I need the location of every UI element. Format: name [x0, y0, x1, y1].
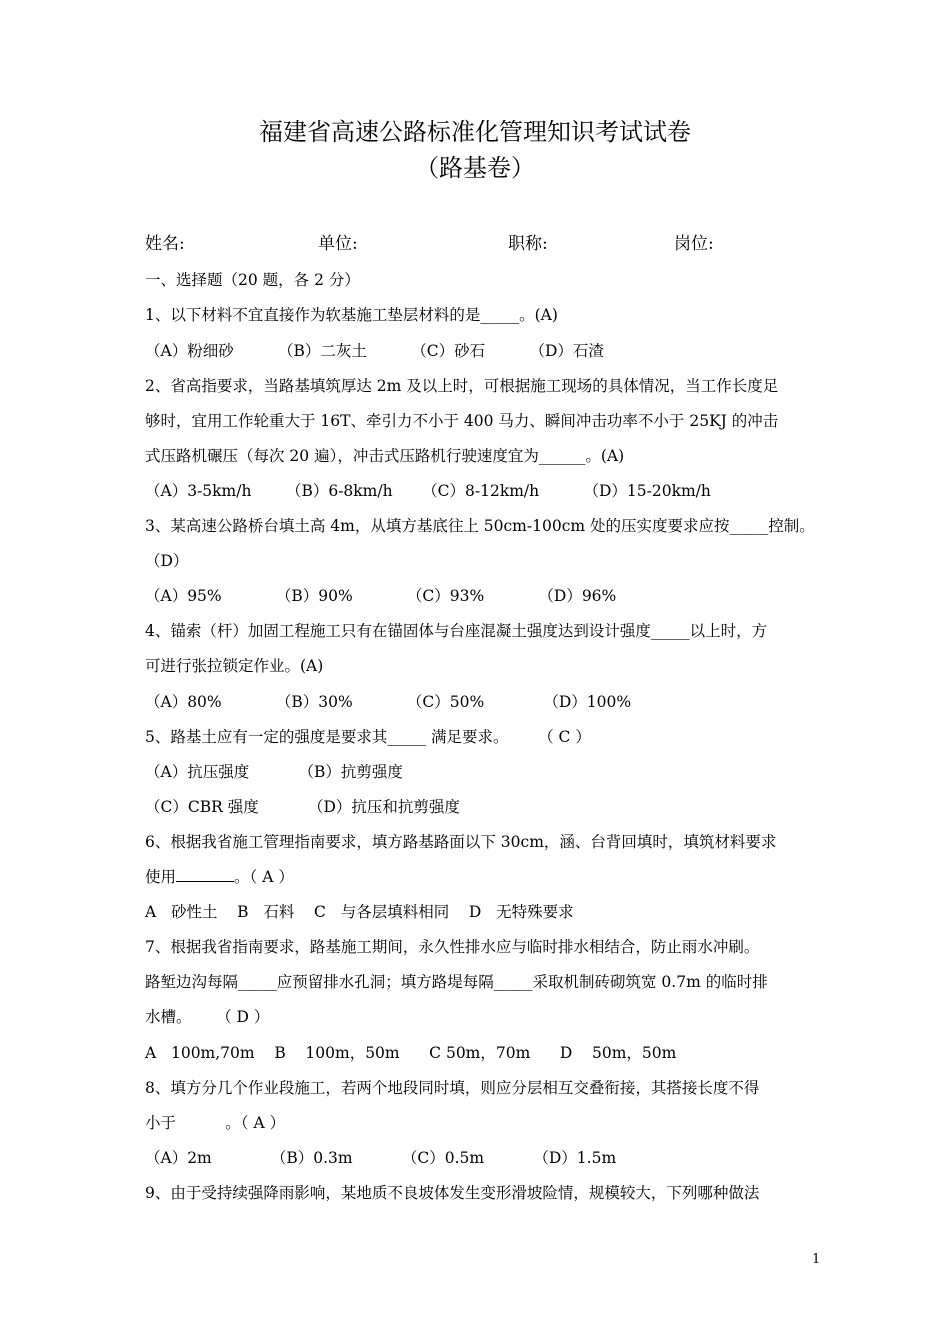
document-title: 福建省高速公路标准化管理知识考试试卷 [259, 118, 691, 146]
options-line: （A）2m （B）0.3m （C）0.5m （D）1.5m [145, 1149, 617, 1167]
question-line: 4、锚索（杆）加固工程施工只有在锚固体与台座混凝土强度达到设计强度_____以上时，方 [145, 622, 768, 640]
question-line: 可进行张拉锁定作业。(A) [145, 657, 324, 675]
question-line: 式压路机碾压（每次 20 遍），冲击式压路机行驶速度宜为______。(A) [145, 447, 625, 465]
options-line: A 100m,70m B 100m，50m C 50m，70m D 50m，50m [145, 1044, 677, 1062]
section-heading: 一、选择题（20 题，各 2 分） [145, 271, 360, 289]
options-line: （A）抗压强度 （B）抗剪强度 [145, 763, 403, 781]
question-line [145, 865, 294, 887]
q6-answer-text: 。（ A ） [234, 868, 294, 886]
question-line: 6、根据我省施工管理指南要求，填方路基路面以下 30cm，涵、台背回填时，填筑材料要求 [145, 833, 777, 851]
unit-field-label: 单位: [318, 234, 358, 254]
name-field-label: 姓名: [145, 234, 185, 254]
options-line: （A）3-5km/h （B）6-8km/h （C）8-12km/h （D）15-20km/h [145, 482, 711, 500]
options-line: （A）80% （B）30% （C）50% （D）100% [145, 693, 632, 711]
options-line: （A）粉细砂 （B）二灰土 （C）砂石 （D）石渣 [145, 342, 604, 360]
post-field-label: 岗位: [674, 234, 714, 254]
options-line: A 砂性土 B 石料 C 与各层填料相同 D 无特殊要求 [145, 903, 574, 921]
question-line: 2、省高指要求，当路基填筑厚达 2m 及以上时，可根据施工现场的具体情况，当工作长度足 [145, 377, 779, 395]
question-line: 8、填方分几个作业段施工，若两个地段同时填，则应分层相互交叠衔接，其搭接长度不得 [145, 1079, 760, 1097]
answer-line: （D） [145, 552, 189, 570]
question-line: 小于 。（ A ） [145, 1114, 286, 1132]
page-number: 1 [812, 1252, 821, 1267]
question-line: 够时，宜用工作轮重大于 16T、牵引力不小于 400 马力、瞬间冲击功率不小于 25KJ 的冲击 [145, 412, 779, 430]
question-line: 3、某高速公路桥台填土高 4m，从填方基底往上 50cm-100cm 处的压实度要求应按_____控制。 [145, 517, 815, 535]
q6-use-text: 使用 [145, 868, 177, 886]
document-subtitle: （路基卷） [415, 154, 535, 182]
question-line: 9、由于受持续强降雨影响，某地质不良坡体发生变形滑坡险情，规模较大，下列哪种做法 [145, 1184, 760, 1202]
question-line: 水槽。 （ D ） [145, 1008, 270, 1026]
question-line: 5、路基土应有一定的强度是要求其_____ 满足要求。 （ C ） [145, 728, 591, 746]
rank-field-label: 职称: [508, 234, 548, 254]
answer-blank [176, 867, 234, 882]
question-line: 1、以下材料不宜直接作为软基施工垫层材料的是_____。(A) [145, 306, 558, 324]
options-line: （A）95% （B）90% （C）93% （D）96% [145, 587, 617, 605]
question-line: 7、根据我省指南要求，路基施工期间，永久性排水应与临时排水相结合，防止雨水冲刷。 [145, 938, 760, 956]
question-line: 路堑边沟每隔_____应预留排水孔洞；填方路堤每隔_____采取机制砖砌筑宽 0.7m 的临时排 [145, 973, 768, 991]
options-line: （C）CBR 强度 （D）抗压和抗剪强度 [145, 798, 460, 816]
